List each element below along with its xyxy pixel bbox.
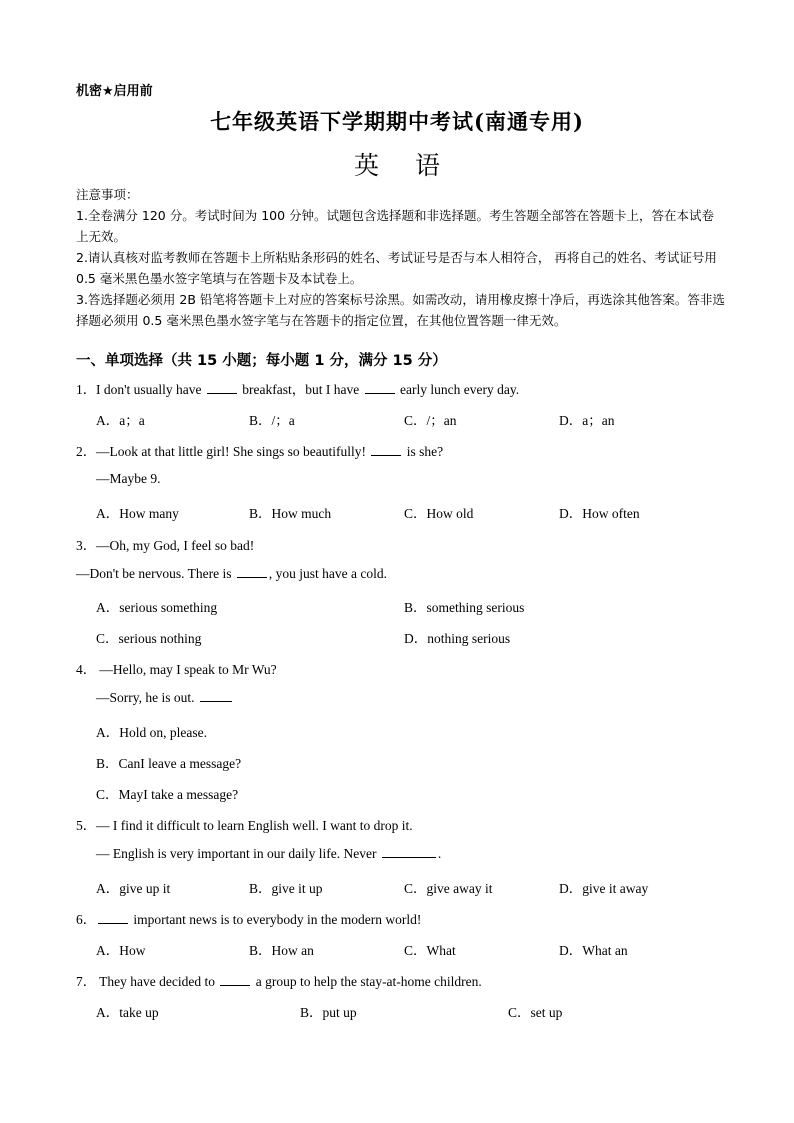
question-number: 5． <box>76 818 97 833</box>
option-c: C．What <box>404 943 456 958</box>
answer-blank <box>220 973 250 986</box>
option-b: B．How much <box>249 506 332 521</box>
option-c: C．set up <box>508 1005 563 1020</box>
question-number: 7． <box>76 974 97 989</box>
question-5-reply: — English is very important in our daily life. Never . <box>96 846 442 861</box>
option-d: D．What an <box>559 943 628 958</box>
option-a: A．How many <box>96 506 179 521</box>
option-a: A．take up <box>96 1005 159 1020</box>
question-6: 6． important news is to everybody in the modern world! <box>76 908 421 928</box>
option-b: B．CanI leave a message? <box>96 756 242 771</box>
question-1: 1．I don't usually have breakfast，but I have early lunch every day. <box>76 378 519 398</box>
note-item: 3.答选择题必须用 2B 铅笔将答题卡上对应的答案标号涂黑。如需改动，请用橡皮擦十净后，再选涂其他答案。答非选择题必须用 0.5 毫米黑色墨水签字笔与在答题卡的指定位置，在其他位置答题一律无效。 <box>76 292 725 328</box>
option-b: B．/；a <box>249 413 295 428</box>
question-number: 6． <box>76 912 97 927</box>
note-item: 2.请认真核对监考教师在答题卡上所粘贴条形码的姓名、考试证号是否与本人相符合， 再将自己的姓名、考试证号用 0.5 毫米黑色墨水签字笔填与在答题卡及本试卷上。 <box>76 250 717 286</box>
option-d: D．nothing serious <box>404 631 511 646</box>
subject-char-1: 英 <box>354 151 380 180</box>
question-2: 2．—Look at that little girl! She sings so beautifully! is she? <box>76 440 443 460</box>
question-4: 4． —Hello, may I speak to Mr Wu? <box>76 658 277 678</box>
question-number: 4． <box>76 662 97 677</box>
option-c: C．/；an <box>404 413 457 428</box>
question-7: 7． They have decided to a group to help the stay-at-home children. <box>76 970 482 990</box>
option-c: C．How old <box>404 506 474 521</box>
option-d: D．How often <box>559 506 640 521</box>
question-number: 1． <box>76 382 97 397</box>
option-a: A．Hold on, please. <box>96 725 207 740</box>
option-a: A．give up it <box>96 881 171 896</box>
exam-title: 七年级英语下学期期中考试(南通专用) <box>210 109 584 134</box>
answer-blank <box>371 443 401 456</box>
confidential-label: 机密★启用前 <box>76 84 153 99</box>
note-item: 1.全卷满分 120 分。考试时间为 100 分钟。试题包含选择题和非选择题。考生答题全部答在答题卡上，答在本试卷上无效。 <box>76 208 715 244</box>
option-c: C．give away it <box>404 881 493 896</box>
answer-blank <box>237 565 267 578</box>
option-a: A．a；a <box>96 413 145 428</box>
question-5: 5．— I find it difficult to learn English well. I want to drop it. <box>76 814 413 834</box>
option-b: B．give it up <box>249 881 323 896</box>
question-3-reply: —Don't be nervous. There is , you just have a cold. <box>76 566 388 581</box>
answer-blank <box>365 381 395 394</box>
answer-blank <box>382 845 436 858</box>
question-3: 3．—Oh, my God, I feel so bad! <box>76 534 254 554</box>
question-number: 3． <box>76 538 97 553</box>
option-d: D．give it away <box>559 881 649 896</box>
exam-notes <box>76 184 726 331</box>
subject-title <box>0 146 794 182</box>
section-heading: 一、单项选择（共 15 小题；每小题 1 分，满分 15 分） <box>76 353 447 369</box>
option-c: C．serious nothing <box>96 631 202 646</box>
question-number: 2． <box>76 444 97 459</box>
notes-heading: 注意事项： <box>76 187 139 202</box>
answer-blank <box>98 911 128 924</box>
option-b: B．How an <box>249 943 314 958</box>
option-a: A．serious something <box>96 600 218 615</box>
option-b: B．something serious <box>404 600 525 615</box>
option-b: B．put up <box>300 1005 357 1020</box>
answer-blank <box>200 689 232 702</box>
question-4-reply: —Sorry, he is out. <box>96 689 234 706</box>
answer-blank <box>207 381 237 394</box>
subject-char-2: 语 <box>414 151 440 180</box>
option-c: C．MayI take a message? <box>96 787 239 802</box>
option-a: A．How <box>96 943 146 958</box>
question-2-reply: —Maybe 9. <box>96 471 161 486</box>
option-d: D．a；an <box>559 413 615 428</box>
